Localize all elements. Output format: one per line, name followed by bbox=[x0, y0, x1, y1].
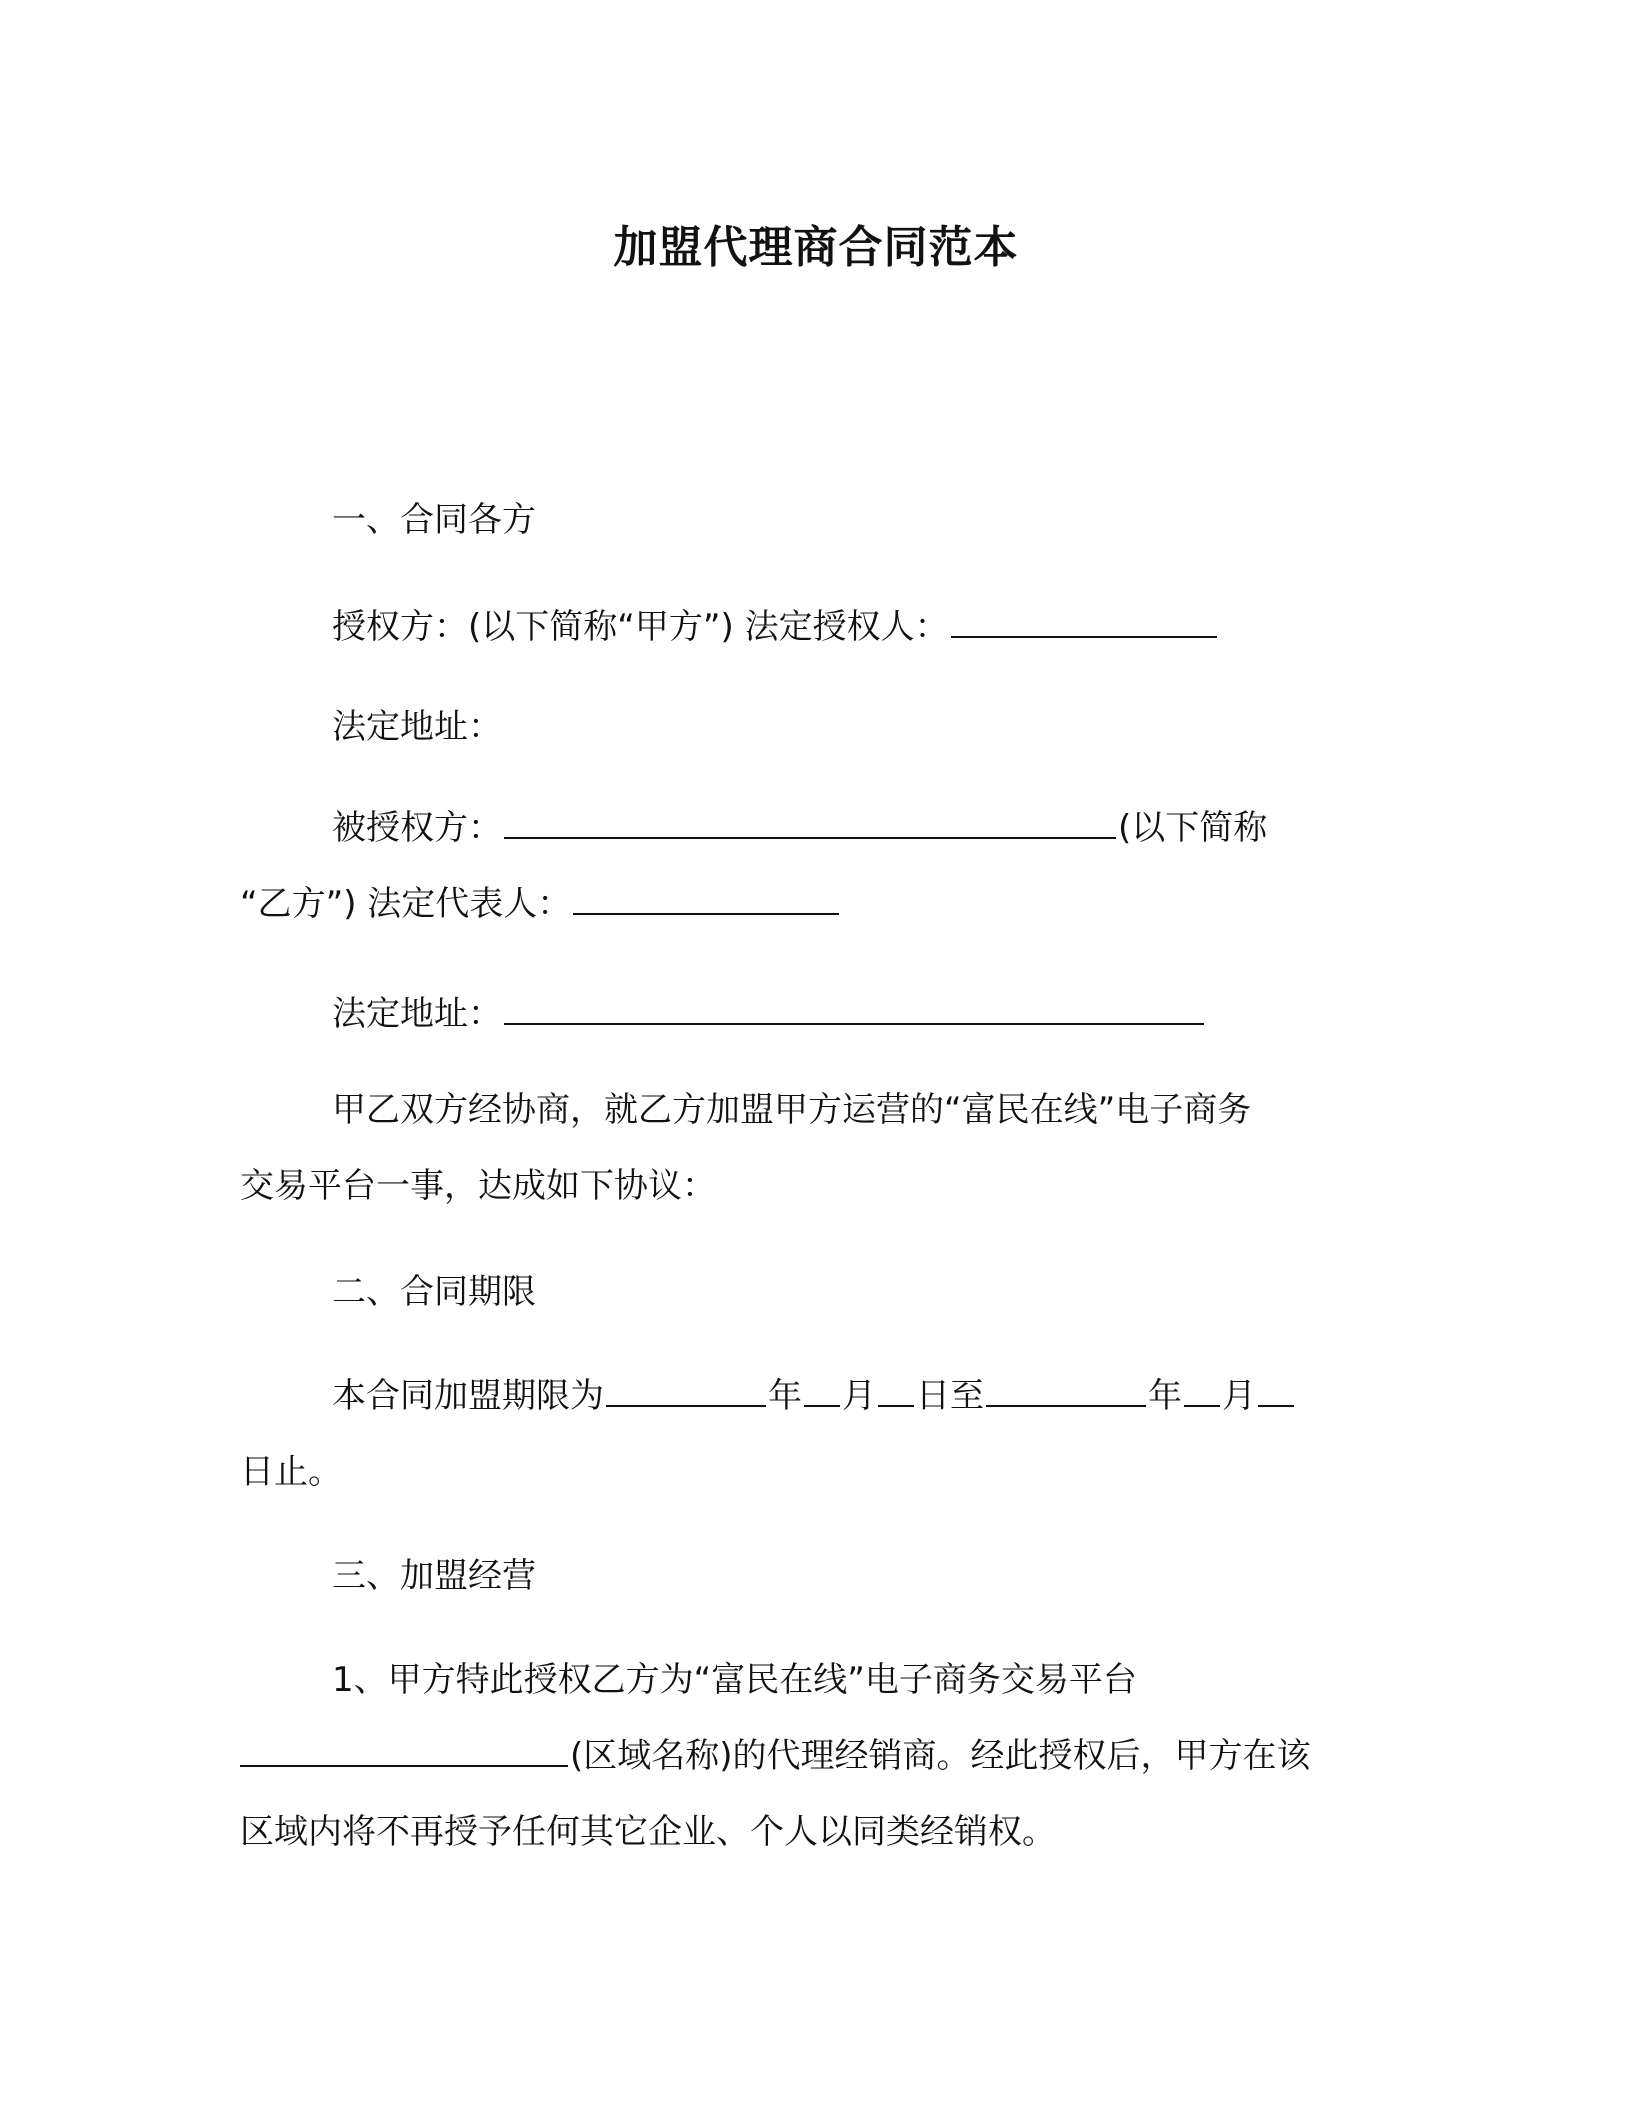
party-a-address-label: 法定地址： bbox=[332, 707, 502, 747]
end-month-blank[interactable] bbox=[1184, 1375, 1220, 1407]
term-line-1 bbox=[332, 1370, 1296, 1422]
section-heading-parties: 一、合同各方 bbox=[332, 500, 536, 540]
party-b-address-blank[interactable] bbox=[504, 993, 1204, 1025]
party-b-address-label: 法定地址： bbox=[332, 994, 502, 1034]
party-b-representative-label: “乙方”) 法定代表人： bbox=[240, 884, 572, 924]
intro-line-1: 甲乙双方经协商，就乙方加盟甲方运营的“富民在线”电子商务 bbox=[332, 1090, 1252, 1130]
term-line-2: 日止。 bbox=[240, 1452, 342, 1492]
year-label: 年 bbox=[768, 1376, 802, 1416]
party-b-line-2 bbox=[240, 878, 841, 930]
day-to-label: 日至 bbox=[916, 1376, 984, 1416]
section-heading-term: 二、合同期限 bbox=[332, 1272, 536, 1312]
party-b-line bbox=[332, 802, 1267, 854]
party-b-abbrev-start: (以下简称 bbox=[1118, 808, 1268, 848]
year-label: 年 bbox=[1148, 1376, 1182, 1416]
month-label: 月 bbox=[842, 1376, 876, 1416]
document-title: 加盟代理商合同范本 bbox=[613, 222, 1019, 273]
end-year-blank[interactable] bbox=[986, 1375, 1146, 1407]
start-day-blank[interactable] bbox=[878, 1375, 914, 1407]
party-a-representative-blank[interactable] bbox=[951, 606, 1217, 638]
party-a-label: 授权方：(以下简称“甲方”) 法定授权人： bbox=[332, 607, 949, 647]
end-day-blank[interactable] bbox=[1258, 1375, 1294, 1407]
party-a-line bbox=[332, 601, 1219, 653]
item1-line-1: 1、甲方特此授权乙方为“富民在线”电子商务交易平台 bbox=[332, 1660, 1137, 1700]
term-label: 本合同加盟期限为 bbox=[332, 1376, 604, 1416]
month-label: 月 bbox=[1222, 1376, 1256, 1416]
item1-line-2-text: (区域名称)的代理经销商。经此授权后，甲方在该 bbox=[570, 1736, 1311, 1776]
item1-line-2 bbox=[240, 1730, 1311, 1782]
item1-line-3: 区域内将不再授予任何其它企业、个人以同类经销权。 bbox=[240, 1812, 1056, 1852]
section-heading-franchise: 三、加盟经营 bbox=[332, 1556, 536, 1596]
party-b-label: 被授权方： bbox=[332, 808, 502, 848]
start-month-blank[interactable] bbox=[804, 1375, 840, 1407]
party-b-name-blank[interactable] bbox=[504, 807, 1116, 839]
party-b-representative-blank[interactable] bbox=[573, 883, 839, 915]
intro-line-2: 交易平台一事，达成如下协议： bbox=[240, 1166, 716, 1206]
region-name-blank[interactable] bbox=[240, 1735, 568, 1767]
party-b-address-line bbox=[332, 988, 1206, 1040]
start-year-blank[interactable] bbox=[606, 1375, 766, 1407]
